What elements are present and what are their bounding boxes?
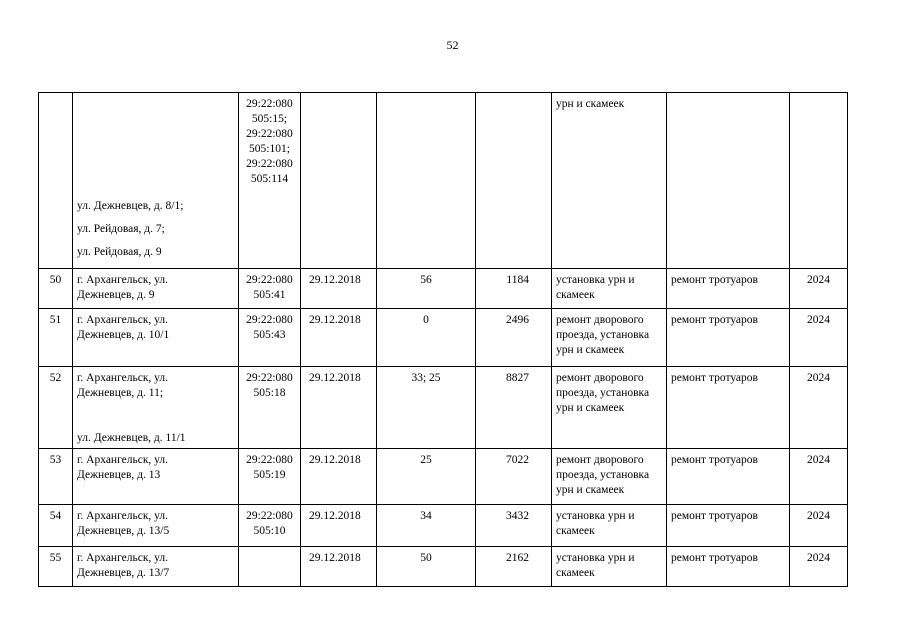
cell-cadastral: [239, 269, 301, 309]
cell-area2: [476, 505, 552, 547]
cell-repair: [667, 367, 790, 449]
cell-area1: [377, 269, 476, 309]
area2-value: 2496: [506, 314, 529, 326]
area2-value: 8827: [506, 372, 529, 384]
date-value: 29.12.2018: [309, 314, 361, 326]
cell-repair: [667, 505, 790, 547]
works-text: установка урн и скамеек: [556, 274, 635, 301]
address-line: Дежневцев, д. 11;: [77, 387, 164, 399]
cell-cadastral: [239, 367, 301, 449]
address-line: г. Архангельск, ул.: [77, 552, 169, 564]
cell-address: [73, 269, 239, 309]
address-line: г. Архангельск, ул.: [77, 454, 169, 466]
cell-number: [39, 309, 73, 367]
area1-value: 0: [423, 314, 429, 326]
spacer: [77, 401, 234, 416]
address-line: Дежневцев, д. 9: [77, 289, 155, 301]
cell-area2: [476, 93, 552, 269]
cell-area1: [377, 547, 476, 587]
area1-value: 34: [420, 510, 432, 522]
works-text: установка урн и скамеек: [556, 552, 635, 579]
address-line: ул. Рейдовая, д. 9: [77, 246, 162, 258]
cell-works: [552, 367, 667, 449]
cell-year: [790, 309, 848, 367]
cell-date: [301, 547, 377, 587]
spacer: [77, 114, 234, 131]
works-text: урн и скамеек: [556, 98, 625, 110]
spacer: [77, 416, 234, 431]
cell-date: [301, 505, 377, 547]
area1-value: 25: [420, 454, 432, 466]
cadastral-line: 29:22:080: [246, 454, 293, 466]
table-row: [39, 93, 848, 269]
cell-address: [73, 505, 239, 547]
cell-date: [301, 367, 377, 449]
cell-year: [790, 547, 848, 587]
cell-works: [552, 269, 667, 309]
table-row: [39, 449, 848, 505]
repair-text: ремонт тротуаров: [671, 510, 758, 522]
cell-works: [552, 93, 667, 269]
cell-repair: [667, 93, 790, 269]
cell-repair: [667, 269, 790, 309]
cell-number: [39, 449, 73, 505]
area2-value: 3432: [506, 510, 529, 522]
spacer: [77, 131, 234, 148]
cell-cadastral: [239, 505, 301, 547]
table-row: [39, 547, 848, 587]
cadastral-line: 29:22:080: [246, 98, 293, 110]
year-value: 2024: [807, 510, 830, 522]
cell-area2: [476, 367, 552, 449]
area1-value: 33; 25: [411, 372, 441, 384]
cell-area1: [377, 309, 476, 367]
cadastral-line: 29:22:080: [246, 274, 293, 286]
cell-works: [552, 309, 667, 367]
date-value: 29.12.2018: [309, 372, 361, 384]
cell-address: [73, 547, 239, 587]
table-body: [39, 93, 848, 587]
address-line: Дежневцев, д. 10/1: [77, 329, 170, 341]
works-text: ремонт дворового проезда, установка урн и скамеек: [556, 454, 650, 496]
year-value: 2024: [807, 552, 830, 564]
cell-date: [301, 309, 377, 367]
date-value: 29.12.2018: [309, 510, 361, 522]
cadastral-line: 505:43: [253, 329, 286, 341]
area1-value: 50: [420, 552, 432, 564]
spacer: [77, 182, 234, 199]
table-row: [39, 269, 848, 309]
cadastral-line: 505:18: [253, 387, 286, 399]
table-row: [39, 505, 848, 547]
cell-year: [790, 505, 848, 547]
cell-works: [552, 547, 667, 587]
area1-value: 56: [420, 274, 432, 286]
cell-number: [39, 367, 73, 449]
cell-area1: [377, 93, 476, 269]
address-line: г. Архангельск, ул.: [77, 372, 169, 384]
address-line: г. Архангельск, ул.: [77, 274, 169, 286]
date-value: 29.12.2018: [309, 552, 361, 564]
cell-repair: [667, 449, 790, 505]
cell-area1: [377, 449, 476, 505]
cell-year: [790, 269, 848, 309]
cell-number: [39, 505, 73, 547]
cell-address: [73, 367, 239, 449]
row-number: 54: [49, 510, 62, 522]
cell-cadastral: [239, 547, 301, 587]
address-line: г. Архангельск, ул.: [77, 510, 169, 522]
cell-cadastral: [239, 309, 301, 367]
address-line: ул. Рейдовая, д. 7;: [77, 223, 165, 235]
address-line: ул. Дежневцев, д. 8/1;: [77, 200, 184, 212]
cell-area2: [476, 449, 552, 505]
address-line: Дежневцев, д. 13/7: [77, 567, 170, 579]
cadastral-line: 505:15;: [251, 113, 288, 125]
row-number: 52: [49, 372, 62, 384]
spacer: [77, 165, 234, 182]
date-value: 29.12.2018: [309, 454, 361, 466]
cell-address: [73, 93, 239, 269]
row-number: 50: [49, 274, 62, 286]
spacer: [77, 97, 234, 114]
cell-area2: [476, 547, 552, 587]
cadastral-line: 505:41: [253, 289, 286, 301]
cadastral-line: 29:22:080: [246, 158, 293, 170]
cell-works: [552, 449, 667, 505]
address-line: Дежневцев, д. 13: [77, 469, 161, 481]
date-value: 29.12.2018: [309, 274, 361, 286]
cell-address: [73, 449, 239, 505]
cadastral-line: 505:10: [253, 525, 286, 537]
cell-address: [73, 309, 239, 367]
area2-value: 7022: [506, 454, 529, 466]
spacer: [77, 214, 234, 222]
cell-date: [301, 93, 377, 269]
cadastral-line: 505:101;: [249, 143, 290, 155]
repair-text: ремонт тротуаров: [671, 372, 758, 384]
works-text: установка урн и скамеек: [556, 510, 635, 537]
area2-value: 2162: [506, 552, 529, 564]
cell-year: [790, 449, 848, 505]
cadastral-line: 29:22:080: [246, 314, 293, 326]
repair-text: ремонт тротуаров: [671, 552, 758, 564]
cadastral-line: 505:114: [250, 173, 289, 185]
row-number: 51: [49, 314, 62, 326]
address-line: Дежневцев, д. 13/5: [77, 525, 170, 537]
cell-number: [39, 269, 73, 309]
year-value: 2024: [807, 314, 830, 326]
cell-number: [39, 547, 73, 587]
data-table: [38, 92, 848, 587]
repair-text: ремонт тротуаров: [671, 454, 758, 466]
cell-area1: [377, 505, 476, 547]
year-value: 2024: [807, 274, 830, 286]
cell-works: [552, 505, 667, 547]
cadastral-line: 29:22:080: [246, 128, 293, 140]
cell-number: [39, 93, 73, 269]
spacer: [77, 148, 234, 165]
cell-cadastral: [239, 449, 301, 505]
repair-text: ремонт тротуаров: [671, 314, 758, 326]
works-text: ремонт дворового проезда, установка урн и скамеек: [556, 314, 650, 356]
table-row: [39, 367, 848, 449]
cadastral-line: 29:22:080: [246, 372, 293, 384]
row-number: 53: [49, 454, 62, 466]
address-line: ул. Дежневцев, д. 11/1: [77, 432, 186, 444]
area2-value: 1184: [506, 274, 529, 286]
cell-date: [301, 449, 377, 505]
works-text: ремонт дворового проезда, установка урн и скамеек: [556, 372, 650, 414]
spacer: [77, 237, 234, 245]
cell-repair: [667, 309, 790, 367]
cadastral-line: 29:22:080: [246, 510, 293, 522]
year-value: 2024: [807, 454, 830, 466]
row-number: 55: [49, 552, 62, 564]
cell-repair: [667, 547, 790, 587]
cell-area2: [476, 309, 552, 367]
cell-year: [790, 93, 848, 269]
table-row: [39, 309, 848, 367]
page-number: 52: [446, 38, 459, 52]
repair-text: ремонт тротуаров: [671, 274, 758, 286]
cell-date: [301, 269, 377, 309]
cadastral-line: 505:19: [253, 469, 286, 481]
year-value: 2024: [807, 372, 830, 384]
cell-area2: [476, 269, 552, 309]
address-line: г. Архангельск, ул.: [77, 314, 169, 326]
cell-area1: [377, 367, 476, 449]
cell-year: [790, 367, 848, 449]
cell-cadastral: [239, 93, 301, 269]
